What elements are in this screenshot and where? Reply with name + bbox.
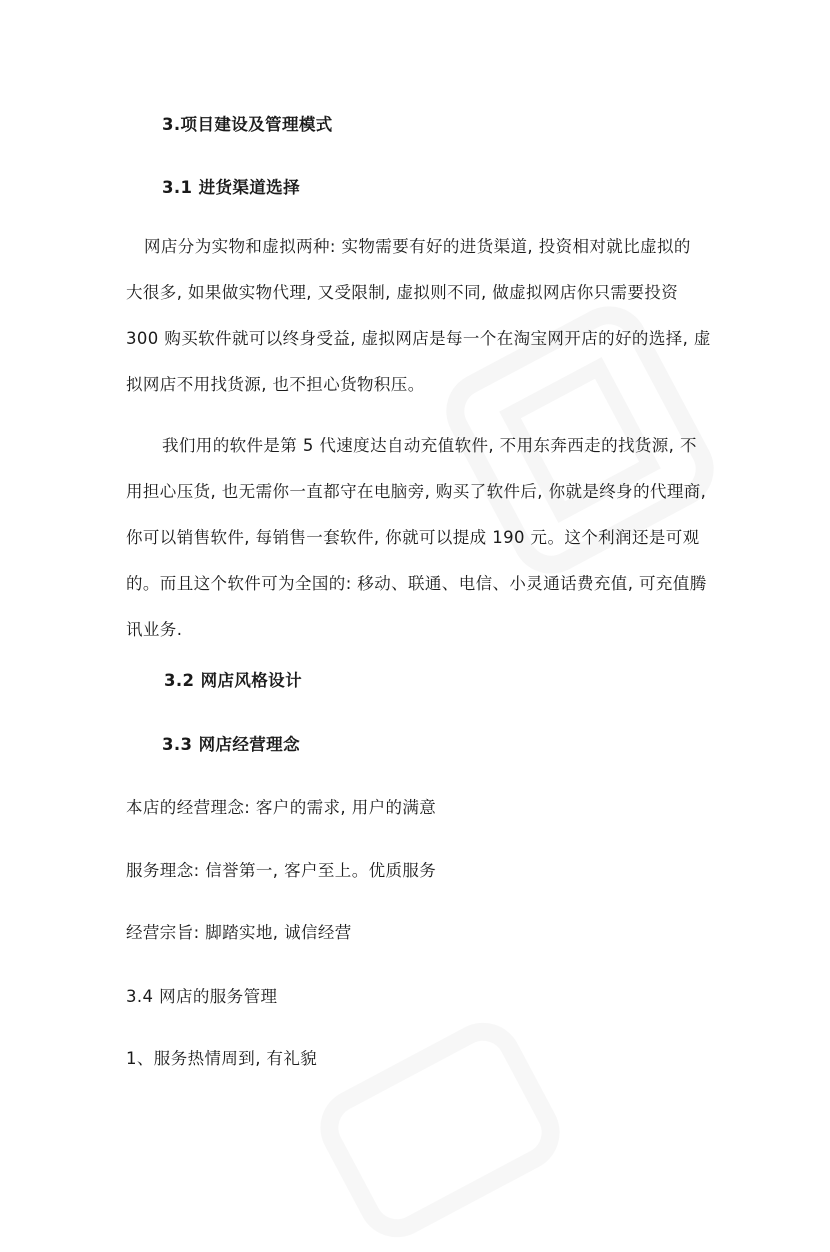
section-heading-3-4: 3.4 网店的服务管理 <box>126 987 278 1006</box>
section-heading-3-1: 3.1 进货渠道选择 <box>162 178 300 197</box>
list-item-1: 1、服务热情周到, 有礼貌 <box>126 1049 318 1068</box>
paragraph-line: 我们用的软件是第 5 代速度达自动充值软件, 不用东奔西走的找货源, 不 <box>162 436 697 455</box>
paragraph-1 <box>126 236 728 420</box>
paragraph-2 <box>126 435 746 665</box>
section-heading-3-3: 3.3 网店经营理念 <box>162 735 300 754</box>
service-philosophy: 服务理念: 信誉第一, 客户至上。优质服务 <box>126 861 437 880</box>
paragraph-line: 你可以销售软件, 每销售一套软件, 你就可以提成 190 元。这个利润还是可观 <box>126 528 700 547</box>
paragraph-line: 大很多, 如果做实物代理, 又受限制, 虚拟则不同, 做虚拟网店你只需要投资 <box>126 283 679 302</box>
paragraph-line: 讯业务. <box>126 620 183 639</box>
business-philosophy: 本店的经营理念: 客户的需求, 用户的满意 <box>126 798 437 817</box>
section-heading-3-2: 3.2 网店风格设计 <box>164 671 302 690</box>
paragraph-line: 300 购买软件就可以终身受益, 虚拟网店是每一个在淘宝网开店的好的选择, 虚 <box>126 329 711 348</box>
business-tenet: 经营宗旨: 脚踏实地, 诚信经营 <box>126 923 352 942</box>
paragraph-line: 拟网店不用找货源, 也不担心货物积压。 <box>126 375 425 394</box>
paragraph-line: 网店分为实物和虚拟两种: 实物需要有好的进货渠道, 投资相对就比虚拟的 <box>144 237 691 256</box>
paragraph-line: 的。而且这个软件可为全国的: 移动、联通、电信、小灵通话费充值, 可充值腾 <box>126 574 707 593</box>
paragraph-line: 用担心压货, 也无需你一直都守在电脑旁, 购买了软件后, 你就是终身的代理商, <box>126 482 707 501</box>
watermark-icon <box>305 1008 574 1252</box>
section-heading-3: 3.项目建设及管理模式 <box>162 115 333 134</box>
